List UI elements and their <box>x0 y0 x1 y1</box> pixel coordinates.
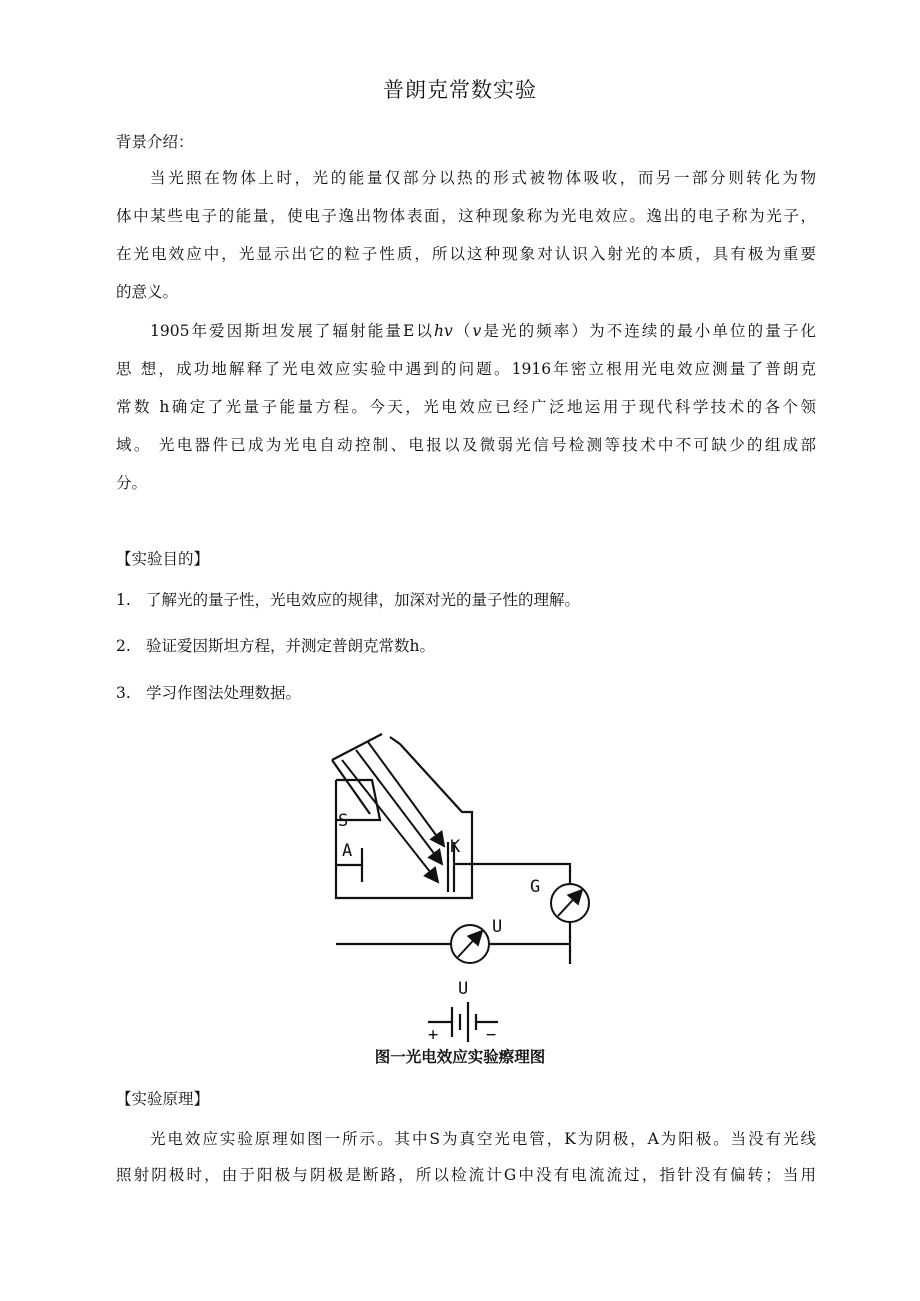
list-number: 3. <box>116 684 131 702</box>
list-item <box>116 682 816 704</box>
paragraph-line: 照射阴极时，由于阳极与阴极是断路，所以检流计G中没有电流流过，指针没有偏转；当用 <box>116 1166 816 1184</box>
background-heading: 背景介绍： <box>116 133 194 151</box>
text-segment: 1905年爱因斯坦发展了辐射能量E以 <box>150 322 435 340</box>
list-number: 1. <box>116 591 131 609</box>
paragraph-line: 的意义。 <box>116 283 179 301</box>
paragraph-line: 体中某些电子的能量，使电子逸出物体表面，这种现象称为光电效应。逸出的电子称为光子， <box>116 207 816 225</box>
list-text: 验证爱因斯坦方程，并测定普朗克常数h。 <box>146 637 435 655</box>
label-K: K <box>450 837 461 857</box>
purpose-heading: 【实验目的】 <box>116 550 210 568</box>
paragraph-line: 在光电效应中，光显示出它的粒子性质，所以这种现象对认识入射光的本质，具有极为重要 <box>116 245 816 263</box>
list-text: 学习作图法处理数据。 <box>146 684 302 702</box>
label-U-battery: U <box>458 979 469 999</box>
text-segment: （ <box>452 322 473 340</box>
light-ray <box>368 742 444 846</box>
list-text: 了解光的量子性，光电效应的规律，加深对光的量子性的理解。 <box>146 591 581 609</box>
list-item <box>116 589 816 611</box>
label-S: S <box>338 811 349 831</box>
label-minus: − <box>486 1025 497 1044</box>
paragraph-line: 常数 h确定了光量子能量方程。今天，光电效应已经广泛地运用于现代科学技术的各个领 <box>116 398 816 416</box>
paragraph-line-formula <box>150 320 816 342</box>
paragraph-line: 域。 光电器件已成为光电自动控制、电报以及微弱光信号检测等技术中不可缺少的组成部 <box>116 436 816 454</box>
label-plus: + <box>428 1025 439 1044</box>
paragraph-line: 思 想，成功地解释了光电效应实验中遇到的问题。1916年密立根用光电效应测量了普朗克 <box>116 360 816 378</box>
label-A: A <box>342 841 353 861</box>
label-U-voltmeter: U <box>492 917 503 937</box>
page-title: 普朗克常数实验 <box>383 78 537 102</box>
formula-v: v <box>472 322 482 340</box>
paragraph-line: 当光照在物体上时，光的能量仅部分以热的形式被物体吸收，而另一部分则转化为物 <box>150 169 816 187</box>
paragraph-line: 分。 <box>116 474 148 492</box>
principle-heading: 【实验原理】 <box>116 1090 210 1108</box>
photoelectric-circuit-diagram <box>320 732 610 1044</box>
light-ray <box>356 750 442 864</box>
list-item <box>116 635 816 657</box>
formula-hv: hv <box>434 322 453 340</box>
list-number: 2. <box>116 637 131 655</box>
paragraph-line: 光电效应实验原理如图一所示。其中S为真空光电管，K为阴极，A为阳极。当没有光线 <box>150 1130 816 1148</box>
figure-caption: 图一光电效应实验瘵理图 <box>374 1048 546 1066</box>
label-G: G <box>530 877 541 897</box>
text-segment: 是光的频率）为不连续的最小单位的量子化 <box>481 322 816 340</box>
